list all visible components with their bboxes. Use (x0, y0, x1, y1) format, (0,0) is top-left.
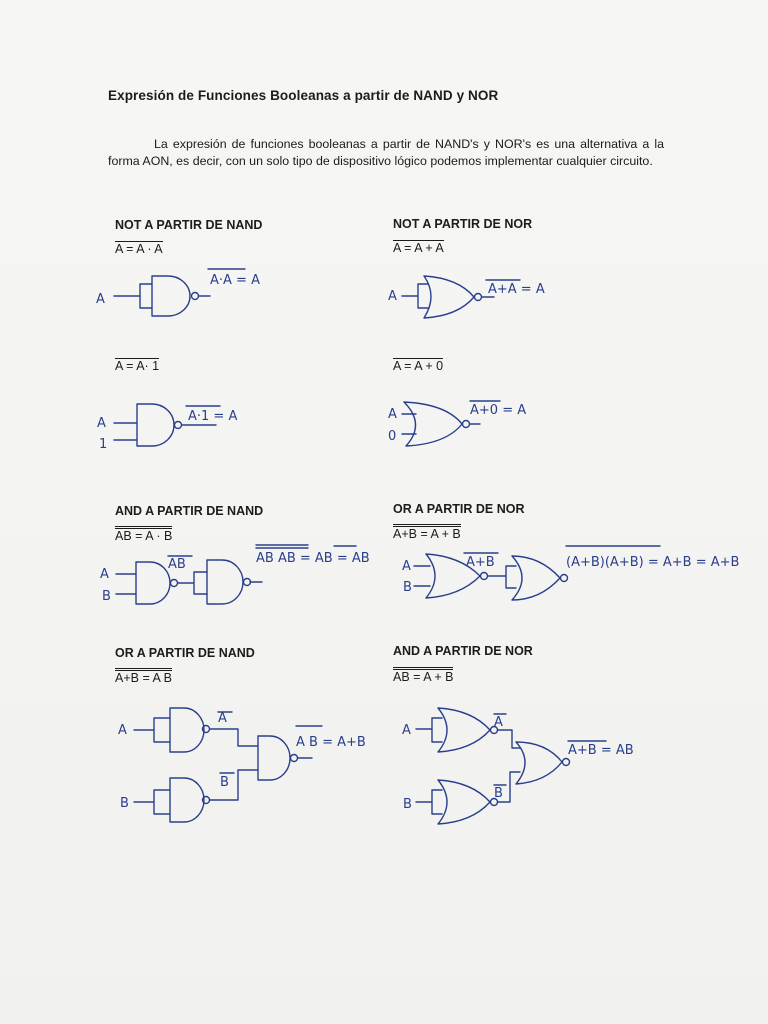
circuit-not-nor-1 (388, 276, 545, 318)
result-not-nand-2: A·1 = A (188, 409, 238, 424)
eq-or-nor-text: A+B = A + B (393, 524, 461, 541)
eq-not-nand-2-text: A = A· 1 (115, 359, 160, 373)
eq-and-nand-text: AB = A · B (115, 526, 172, 543)
heading-or-nand: OR A PARTIR DE NAND (115, 646, 255, 660)
label-input-b: B (102, 589, 111, 604)
circuit-and-nor (402, 708, 634, 824)
heading-and-nor: AND A PARTIR DE NOR (393, 644, 533, 658)
result-not-nor-2: A+0 = A (470, 403, 527, 418)
label-input-a: A (388, 289, 397, 304)
label-input-a: A (118, 723, 127, 738)
eq-or-nand-text: A+B = A B (115, 668, 172, 685)
mid-label-b: B (220, 775, 229, 790)
mid-label-a: A (494, 715, 503, 730)
result-and-nor: A+B = AB (568, 743, 634, 758)
label-input-b: B (120, 796, 129, 811)
circuit-not-nand-2 (97, 404, 237, 452)
heading-not-nand: NOT A PARTIR DE NAND (115, 218, 263, 232)
circuit-and-nand (100, 545, 370, 604)
document-title: Expresión de Funciones Booleanas a partir de NAND y NOR (108, 88, 499, 103)
label-input-b: B (403, 580, 412, 595)
mid-label-a: A (218, 711, 227, 726)
label-input-a: A (402, 559, 411, 574)
result-not-nand-1: A·A = A (210, 273, 260, 288)
label-input-a: A (388, 407, 397, 422)
label-input-0: 0 (388, 429, 397, 444)
circuit-or-nand (118, 708, 366, 822)
result-or-nand: A B = A+B (296, 735, 366, 750)
result-and-nand: AB AB = AB = AB (256, 551, 370, 566)
result-not-nor-1: A+A = A (488, 282, 545, 297)
result-or-nor: (A+B)(A+B) = A+B = A+B (566, 555, 740, 570)
circuit-or-nor (402, 546, 739, 600)
label-input-a: A (402, 723, 411, 738)
eq-not-nand-1-text: A = A · A (115, 242, 163, 256)
mid-label: A+B (466, 555, 495, 570)
label-input-1: 1 (99, 437, 108, 452)
mid-label: AB (168, 557, 186, 572)
mid-label-b: B (494, 786, 503, 801)
label-input-a: A (96, 292, 105, 307)
label-input-a: A (97, 416, 106, 431)
label-input-a: A (100, 567, 109, 582)
eq-and-nor-text: AB = A + B (393, 667, 453, 684)
heading-or-nor: OR A PARTIR DE NOR (393, 502, 525, 516)
heading-not-nor: NOT A PARTIR DE NOR (393, 217, 533, 231)
eq-not-nor-2-text: A = A + 0 (393, 359, 444, 373)
circuit-not-nor-2 (388, 401, 526, 446)
heading-and-nand: AND A PARTIR DE NAND (115, 504, 264, 518)
label-input-b: B (403, 797, 412, 812)
intro-paragraph: La expresión de funciones booleanas a partir de NAND's y NOR's es una alternativa a la forma AON, es decir, con un solo tipo de dispositivo lógico podemos implementar cualquier circuito. (108, 137, 664, 168)
circuit-not-nand-1 (96, 269, 260, 316)
eq-not-nor-1-text: A = A + A (393, 241, 444, 255)
